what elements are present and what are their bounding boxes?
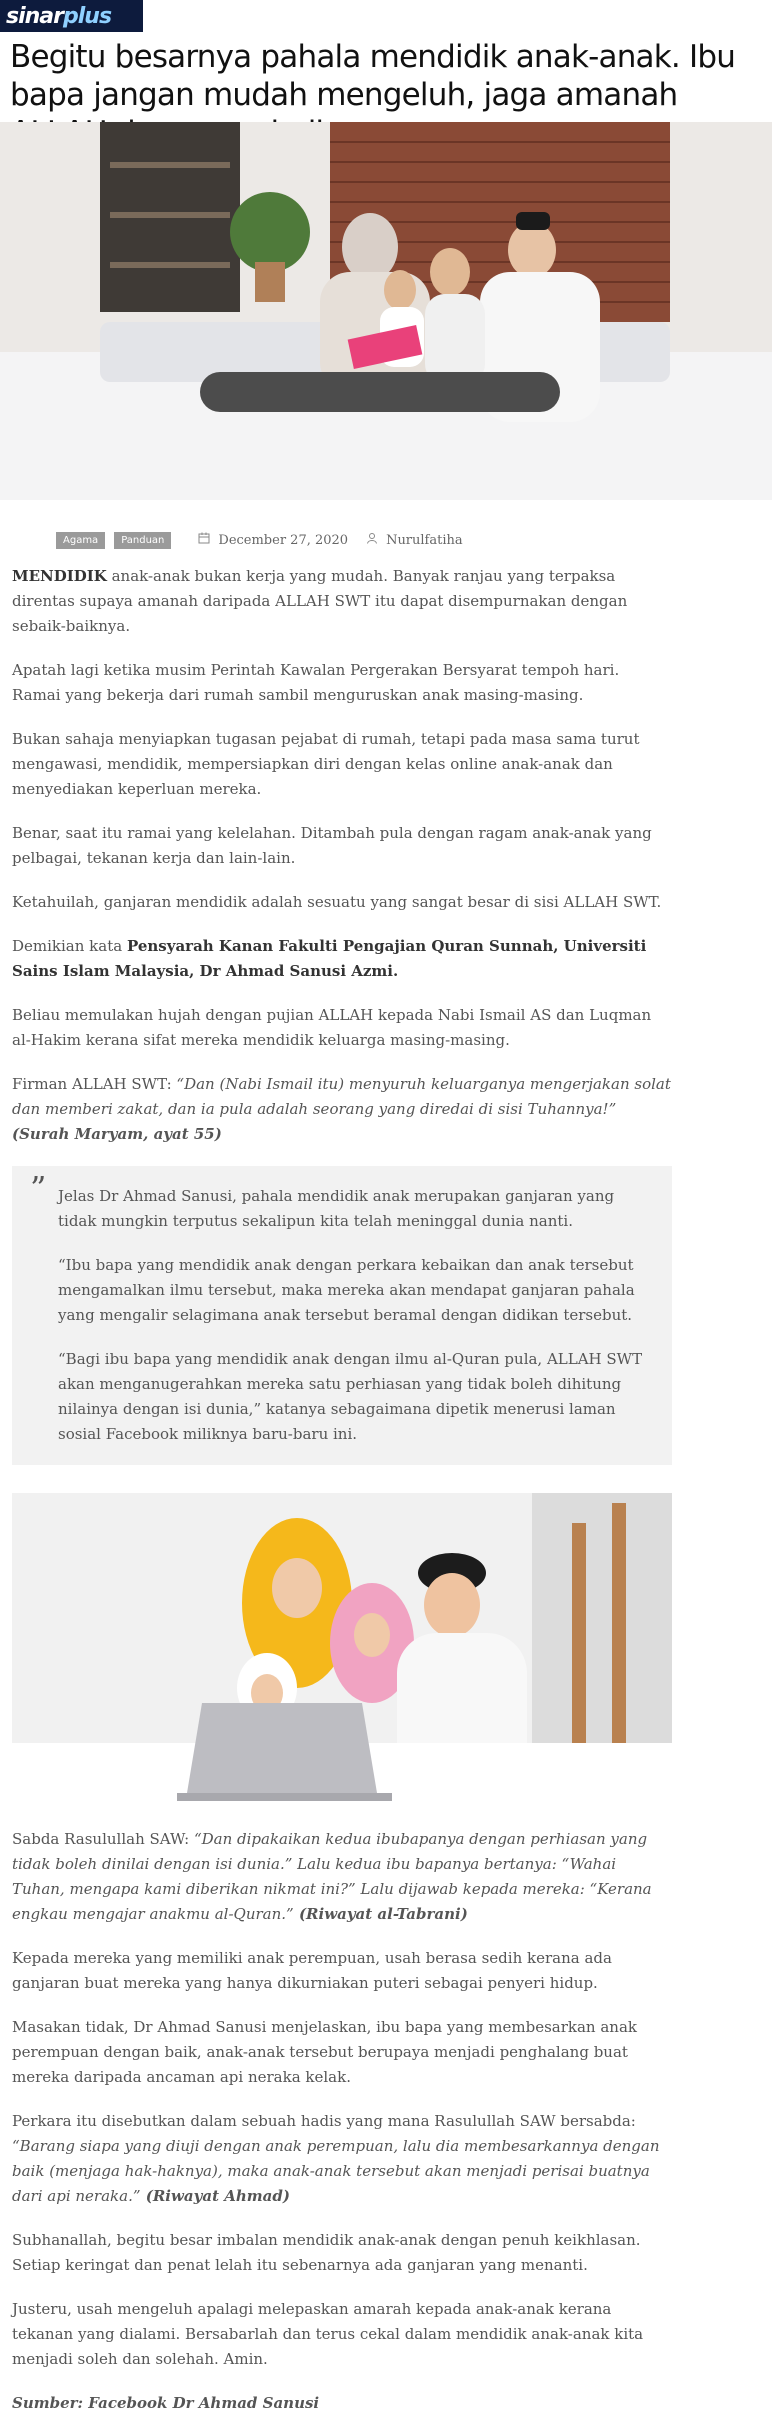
family-laptop-illustration — [12, 1493, 672, 1815]
paragraph-6-text: Demikian kata — [12, 937, 127, 955]
paragraph-12 — [12, 2109, 672, 2209]
paragraph-3: Bukan sahaja menyiapkan tugasan pejabat di rumah, tetapi pada masa sama turut mengawasi, mendidik, mempersiapkan diri dengan kelas online anak-anak dan menyediakan keperluan mereka. — [12, 730, 640, 798]
tag-agama[interactable]: Agama — [56, 532, 105, 549]
paragraph-2: Apatah lagi ketika musim Perintah Kawalan Pergerakan Bersyarat tempoh hari. Ramai yang bekerja dari rumah sambil menguruskan anak masing-masing. — [12, 661, 620, 704]
paragraph-10: Kepada mereka yang memiliki anak perempuan, usah berasa sedih kerana ada ganjaran buat mereka yang hanya dikurniakan puteri sebagai penyeri hidup. — [12, 1949, 612, 1992]
hero-image — [0, 122, 772, 500]
calendar-icon — [198, 532, 210, 548]
article-body — [12, 564, 672, 2435]
paragraph-11: Masakan tidak, Dr Ahmad Sanusi menjelaskan, ibu bapa yang membesarkan anak perempuan dengan baik, anak-anak tersebut berupaya menjadi penghalang buat mereka daripada ancaman api neraka kelak. — [12, 2018, 637, 2086]
hadith-reference-2: (Riwayat Ahmad) — [140, 2187, 290, 2205]
blockquote — [12, 1166, 672, 1465]
quote-paragraph-2: “Ibu bapa yang mendidik anak dengan perkara kebaikan dan anak tersebut mengamalkan ilmu tersebut, maka mereka akan mendapat ganjaran pahala yang mengalir selagimana anak tersebut beramal dengan didikan tersebut. — [58, 1256, 635, 1324]
site-logo[interactable] — [0, 0, 143, 32]
paragraph-8 — [12, 1072, 672, 1147]
article-author[interactable]: Nurulfatiha — [386, 532, 463, 548]
paragraph-14: Justeru, usah mengeluh apalagi melepaskan amarah kepada anak-anak kerana tekanan yang dialami. Bersabarlah dan terus cekal dalam mendidik anak-anak kita menjadi soleh dan solehah. Amin. — [12, 2300, 644, 2368]
tag-panduan[interactable]: Panduan — [114, 532, 171, 549]
hadith-quote-2: “Barang siapa yang diuji dengan anak perempuan, lalu dia membesarkannya dengan baik (menjaga hak-haknya), maka anak-anak tersebut akan menjadi perisai buatnya dari api neraka.” — [12, 2137, 660, 2205]
article-meta — [56, 528, 463, 552]
lead-word: MENDIDIK — [12, 567, 107, 585]
article-headline: Begitu besarnya pahala mendidik anak-anak. Ibu bapa jangan mudah mengeluh, jaga amanah — [10, 39, 736, 113]
user-icon — [366, 532, 378, 548]
paragraph-9 — [12, 1827, 672, 1927]
hadith-quote-1: “Dan dipakaikan kedua ibubapanya dengan perhiasan yang tidak boleh dinilai dengan isi dunia.” Lalu kedua ibu bapanya bertanya: “Wahai Tuhan, mengapa kami diberikan nikmat ini?” Lalu dijawab kepada mereka: “Kerana engkau mengajar anakmu al-Quran.” — [12, 1830, 652, 1923]
verse-reference: (Surah Maryam, ayat 55) — [12, 1125, 222, 1143]
paragraph-7: Beliau memulakan hujah dengan pujian ALLAH kepada Nabi Ismail AS dan Luqman al-Hakim kerana sifat mereka mendidik keluarga masing-masing. — [12, 1006, 652, 1049]
speaker-credit: Pensyarah Kanan Fakulti Pengajian Quran Sunnah, Universiti Sains Islam Malaysia, Dr Ahmad Sanusi Azmi. — [12, 937, 647, 980]
logo-part-2: plus — [63, 3, 112, 29]
verse-quote: “Dan (Nabi Ismail itu) menyuruh keluarganya mengerjakan solat dan memberi zakat, dan ia pula adalah seorang yang diredai di sisi Tuhannya!” — [12, 1075, 671, 1118]
logo-part-1: sinar — [6, 3, 63, 29]
paragraph-13: Subhanallah, begitu besar imbalan mendidik anak-anak dengan penuh keikhlasan. Setiap keringat dan penat lelah itu sebenarnya ada ganjaran yang menanti. — [12, 2231, 641, 2274]
family-laptop-image — [12, 1493, 672, 1815]
quote-icon: ” — [30, 1169, 47, 1207]
source-line — [12, 2391, 672, 2416]
paragraph-8-text: Firman ALLAH SWT: — [12, 1075, 177, 1093]
paragraph-1-text: anak-anak bukan kerja yang mudah. Banyak ranjau yang terpaksa direntas supaya amanah daripada ALLAH SWT itu dapat disempurnakan dengan sebaik-baiknya. — [12, 567, 628, 635]
paragraph-5: Ketahuilah, ganjaran mendidik adalah sesuatu yang sangat besar di sisi ALLAH SWT. — [12, 893, 662, 911]
quote-paragraph-3: “Bagi ibu bapa yang mendidik anak dengan ilmu al-Quran pula, ALLAH SWT akan menganugerahkan mereka satu perhiasan yang tidak boleh dihitung nilainya dengan isi dunia,” katanya sebagaimana dipetik menerusi laman sosial Facebook miliknya baru-baru ini. — [58, 1350, 643, 1443]
source-text: Sumber: Facebook Dr Ahmad Sanusi — [12, 2394, 320, 2412]
hadith-reference-1: (Riwayat al-Tabrani) — [293, 1905, 468, 1923]
quote-paragraph-1: Jelas Dr Ahmad Sanusi, pahala mendidik anak merupakan ganjaran yang tidak mungkin terputus sekalipun kita telah meninggal dunia nanti. — [58, 1187, 615, 1230]
paragraph-1 — [12, 564, 672, 639]
paragraph-4: Benar, saat itu ramai yang kelelahan. Ditambah pula dengan ragam anak-anak yang pelbagai, tekanan kerja dan lain-lain. — [12, 824, 652, 867]
paragraph-6 — [12, 934, 672, 984]
paragraph-9-text: Sabda Rasulullah SAW: — [12, 1830, 194, 1848]
hero-illustration — [0, 122, 772, 500]
paragraph-12-text: Perkara itu disebutkan dalam sebuah hadis yang mana Rasulullah SAW bersabda: — [12, 2112, 636, 2130]
article-date: December 27, 2020 — [218, 532, 349, 548]
